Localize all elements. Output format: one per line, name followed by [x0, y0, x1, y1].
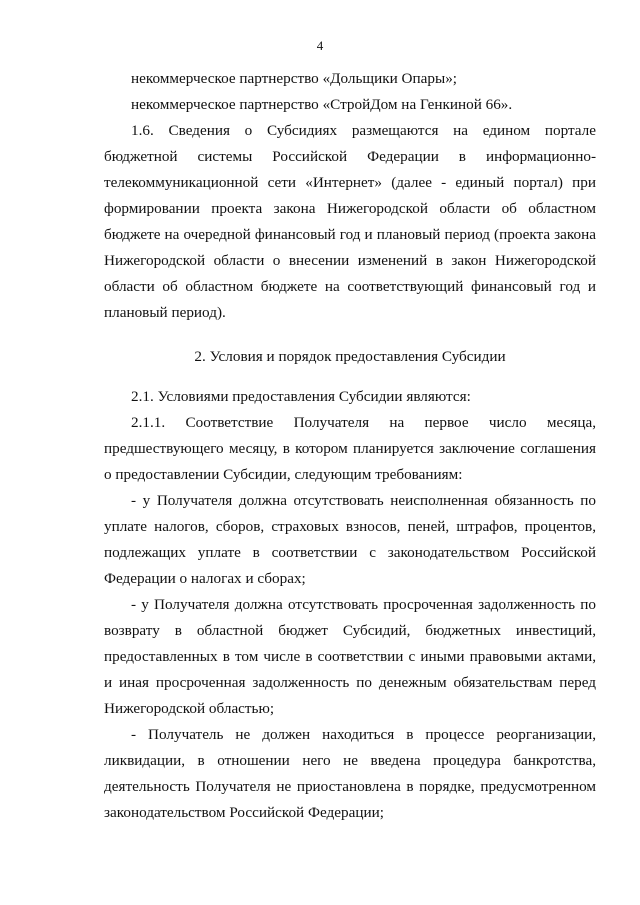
- requirement-debt: - у Получателя должна отсутствовать просроченная задолженность по возврату в областной бюджет Субсидий, бюджетных инвестиций, предоставленных в том числе в соответствии с иными правовыми актами, и иная просроченная задолженность по денежным обязательствам перед Нижегородской областью;: [104, 596, 596, 717]
- paragraph-1-6: 1.6. Сведения о Субсидиях размещаются на едином портале бюджетной системы Российской Федерации в информационно-телекоммуникационной сети «Интернет» (далее - единый портал) при формировании проекта закона Нижегородской области об областном бюджете на очередной финансовый год и плановый период (проекта закона Нижегородской области о внесении изменений в закон Нижегородской области об областном бюджете на соответствующий финансовый год и плановый период).: [104, 122, 596, 321]
- paragraph-2-1: 2.1. Условиями предоставления Субсидии являются:: [131, 388, 471, 405]
- requirement-taxes: - у Получателя должна отсутствовать неисполненная обязанность по уплате налогов, сборов, страховых взносов, пеней, штрафов, процентов, подлежащих уплате в соответствии с законодательством Российской Федерации о налогах и сборах;: [104, 492, 596, 587]
- page-number: 4: [316, 38, 324, 53]
- document-body: [104, 66, 596, 826]
- section-heading-2: 2. Условия и порядок предоставления Субсидии: [194, 348, 506, 365]
- paragraph-2-1-1: 2.1.1. Соответствие Получателя на первое число месяца, предшествующего месяцу, в котором планируется заключение соглашения о предоставлении Субсидии, следующим требованиям:: [104, 414, 596, 483]
- paragraph-partnership-stroydom: некоммерческое партнерство «СтройДом на Генкиной 66».: [131, 96, 513, 113]
- paragraph-partnership-opary: некоммерческое партнерство «Дольщики Опары»;: [131, 70, 458, 87]
- requirement-reorganization: - Получатель не должен находиться в процессе реорганизации, ликвидации, в отношении него не введена процедура банкротства, деятельность Получателя не приостановлена в порядке, предусмотренном законодательством Российской Федерации;: [104, 726, 596, 821]
